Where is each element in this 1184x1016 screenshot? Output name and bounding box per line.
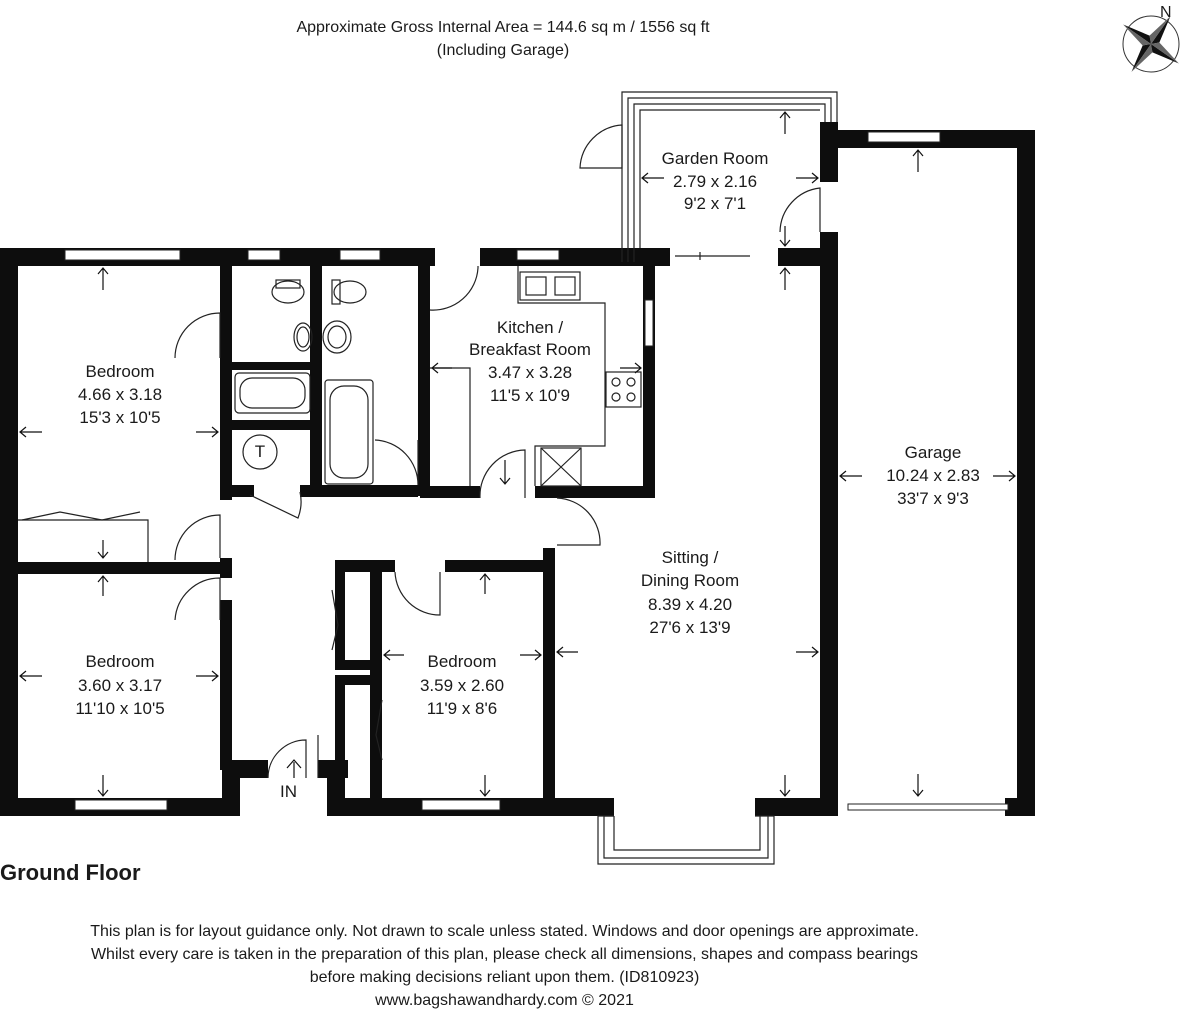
bedroom-2-imperial: 11'10 x 10'5: [75, 699, 165, 718]
sitting-room-metric: 8.39 x 4.20: [647, 595, 733, 614]
entrance-label: IN: [280, 782, 297, 801]
garden-room-imperial: 9'2 x 7'1: [683, 194, 747, 213]
bedroom-3-imperial: 11'9 x 8'6: [426, 699, 498, 718]
disclaimer-line-1: This plan is for layout guidance only. Not drawn to scale unless stated. Windows and door openings are approximate.: [90, 923, 919, 940]
garage-imperial: 33'7 x 9'3: [897, 489, 969, 508]
garage-label: Garage: [904, 443, 962, 462]
sitting-room-label-line2: Dining Room: [640, 571, 740, 590]
kitchen-metric: 3.47 x 3.28: [487, 363, 573, 382]
bedroom-2-metric: 3.60 x 3.17: [77, 676, 163, 695]
cylinder-cupboard-label: T: [254, 442, 266, 461]
garage-metric: 10.24 x 2.83: [886, 466, 980, 485]
website-copyright: www.bagshawandhardy.com © 2021: [375, 992, 634, 1009]
bedroom-1-label: Bedroom: [85, 362, 155, 381]
compass-rose-icon: [1104, 0, 1184, 91]
kitchen-label-line1: Kitchen /: [496, 318, 564, 337]
floor-title: Ground Floor: [0, 860, 141, 885]
bedroom-1-imperial: 15'3 x 10'5: [79, 408, 161, 427]
disclaimer-line-3: before making decisions reliant upon them. (ID810923): [309, 969, 700, 986]
bedroom-3-label: Bedroom: [427, 652, 497, 671]
bedroom-2-label: Bedroom: [85, 652, 155, 671]
compass-north-label: N: [1160, 4, 1172, 21]
bedroom-3-metric: 3.59 x 2.60: [419, 676, 505, 695]
area-subheading: (Including Garage): [436, 42, 570, 59]
sitting-room-label-line1: Sitting /: [661, 548, 719, 567]
garden-room-metric: 2.79 x 2.16: [672, 172, 758, 191]
garden-room-label: Garden Room: [661, 149, 769, 168]
kitchen-label-line2: Breakfast Room: [469, 340, 591, 359]
disclaimer-line-2: Whilst every care is taken in the preparation of this plan, please check all dimensions, shapes and compass bearings: [90, 946, 919, 963]
area-heading: Approximate Gross Internal Area = 144.6 sq m / 1556 sq ft: [296, 19, 710, 36]
bedroom-1-metric: 4.66 x 3.18: [77, 385, 163, 404]
kitchen-imperial: 11'5 x 10'9: [490, 386, 570, 405]
sitting-room-imperial: 27'6 x 13'9: [649, 618, 731, 637]
